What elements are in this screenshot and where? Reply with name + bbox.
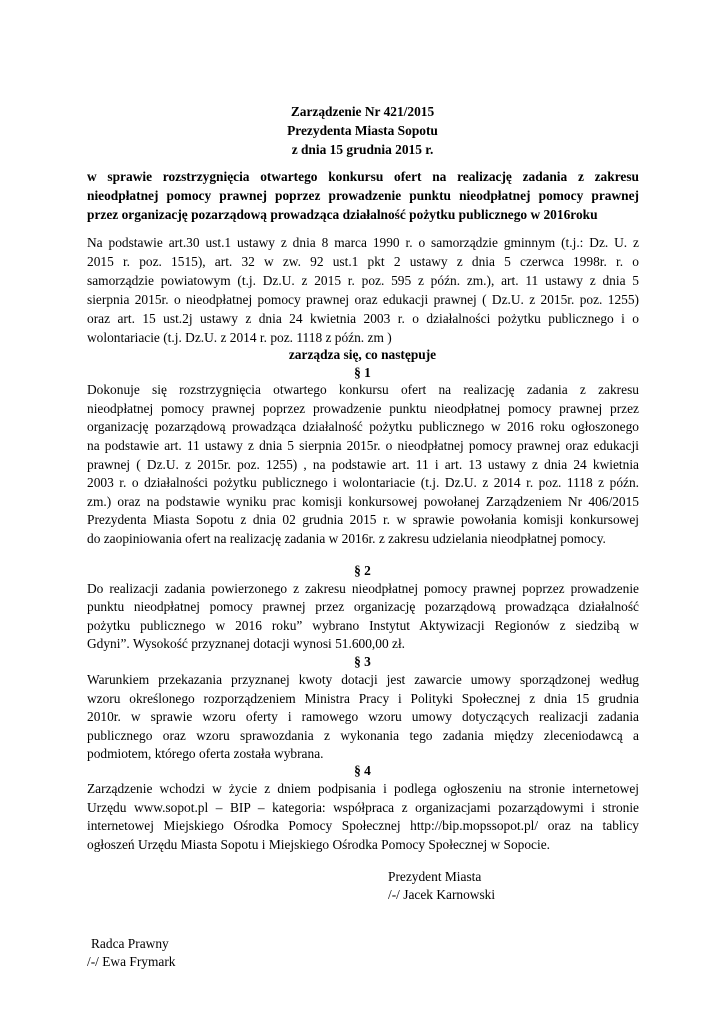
document-issuer: Prezydenta Miasta Sopotu <box>287 123 438 138</box>
signature-name: /-/ Jacek Karnowski <box>388 887 496 902</box>
signature-role: Prezydent Miasta <box>388 869 482 884</box>
subject-line: w sprawie rozstrzygnięcia otwartego konkursu ofert na realizację zadania z zakresu <box>87 169 639 184</box>
section-line: punktu nieodpłatnej pomocy prawnej przez organizację pozarządową prowadząca działalność <box>87 599 639 614</box>
section-line: internetowej Miejskiego Ośrodka Pomocy Społecznej http://bip.mopssopot.pl/ oraz na tablicy <box>87 818 639 833</box>
section-mark: § 1 <box>354 365 371 380</box>
section-line: do zaopiniowania ofert na realizację zadania w 2016r. z zakresu udzielania nieodpłatnej pomocy. <box>87 531 606 546</box>
document-title: Zarządzenie Nr 421/2015 <box>290 104 435 119</box>
section-line: Urzędu www.sopot.pl – BIP – kategoria: współpraca z organizacjami pozarządowymi i stronie <box>87 800 639 815</box>
section-line: Dokonuje się rozstrzygnięcia otwartego konkursu ofert na realizację zadania z zakresu <box>87 382 639 397</box>
section-line: Warunkiem przekazania przyznanej kwoty dotacji jest zawarcie umowy sporządzonej według <box>87 672 639 687</box>
section-line: 2003 r. o działalności pożytku publicznego i wolontariacie (t.j. Dz.U. z 2014 r. poz. 1118 z późn. <box>87 475 639 490</box>
section-line: Zarządzenie wchodzi w życie z dniem podpisania i podlega ogłoszeniu na stronie internetowej <box>87 781 639 796</box>
basis-line: sierpnia 2015r. o nieodpłatnej pomocy prawnej oraz edukacji prawnej ( Dz.U. z 2015r. poz. 1255) <box>87 292 639 307</box>
signature-role: Radca Prawny <box>91 936 169 951</box>
section-line: na podstawie art. 11 ustawy z dnia 5 sierpnia 2015r. o nieodpłatnej pomocy prawnej oraz edukacji <box>87 438 639 453</box>
basis-line: Na podstawie art.30 ust.1 ustawy z dnia 8 marca 1990 r. o samorządzie gminnym (t.j.: Dz. U. z <box>87 235 639 250</box>
section-line: organizację pozarządową prowadząca działalność pożytku publicznego w 2016 roku ogłoszonego <box>87 419 639 434</box>
basis-line: oraz art. 15 ust.2j ustawy z dnia 24 kwietnia 2003 r. o działalności pożytku publicznego i o <box>87 311 639 326</box>
section-line: publicznego oraz wzoru sprawozdania z wykonania tego zadania między zleceniodawcą a <box>87 728 639 743</box>
subject-line: przez organizację pozarządową prowadząca działalność pożytku publicznego w 2016roku <box>87 207 598 222</box>
section-line: Prezydenta Miasta Sopotu z dnia 02 grudnia 2015 r. w sprawie powołania komisji konkursowej <box>87 512 639 527</box>
basis-line: wolontariacie (t.j. Dz.U. z 2014 r. poz. 1118 z późn. zm ) <box>87 330 392 345</box>
signature-name: /-/ Ewa Frymark <box>87 954 176 969</box>
basis-line: samorządzie powiatowym (t.j. Dz.U. z 2015 r. poz. 595 z późn. zm.), art. 11 ustawy z dnia 5 <box>87 273 639 288</box>
section-line: zm.) oraz na podstawie wyniku prac komisji konkursowej powołanej Zarządzeniem Nr 406/2015 <box>87 494 639 509</box>
section-line: Gdyni”. Wysokość przyznanej dotacji wynosi 51.600,00 zł. <box>87 636 406 651</box>
section-line: pożytku publicznego w 2016 roku” wybrano Instytut Aktywizacji Regionów z siedzibą w <box>87 618 639 633</box>
section-line: ogłoszeń Urzędu Miasta Sopotu i Miejskiego Ośrodka Pomocy Społecznej w Sopocie. <box>87 837 551 852</box>
section-mark: § 2 <box>354 563 371 578</box>
section-line: nieodpłatnej pomocy prawnej poprzez prowadzenie punktu nieodpłatnej pomocy prawnej przez <box>87 401 639 416</box>
section-line: Do realizacji zadania powierzonego z zakresu nieodpłatnej pomocy prawnej poprzez prowadzenie <box>87 581 639 596</box>
orders-heading: zarządza się, co następuje <box>288 347 437 362</box>
basis-line: 2015 r. poz. 1515), art. 32 w zw. 92 ust.1 pkt 2 ustawy z dnia 5 czerwca 1998r. r. o <box>87 254 639 269</box>
section-mark: § 4 <box>354 763 371 778</box>
section-line: 2010r. w sprawie wzoru oferty i ramowego wzoru umowy dotyczących realizacji zadania <box>87 709 639 724</box>
document-date: z dnia 15 grudnia 2015 r. <box>291 142 434 157</box>
section-line: podmiotem, którego oferta została wybrana. <box>87 746 324 761</box>
section-mark: § 3 <box>354 654 371 669</box>
section-line: wzoru określonego rozporządzeniem Ministra Pracy i Polityki Społecznej z dnia 15 grudnia <box>87 691 639 706</box>
section-line: prawnej ( Dz.U. z 2015r. poz. 1255) , na podstawie art. 11 i art. 13 ustawy z dnia 24 kwietnia <box>87 457 639 472</box>
subject-line: nieodpłatnej pomocy prawnej poprzez prowadzenie punktu nieodpłatnej pomocy prawnej <box>87 188 639 203</box>
